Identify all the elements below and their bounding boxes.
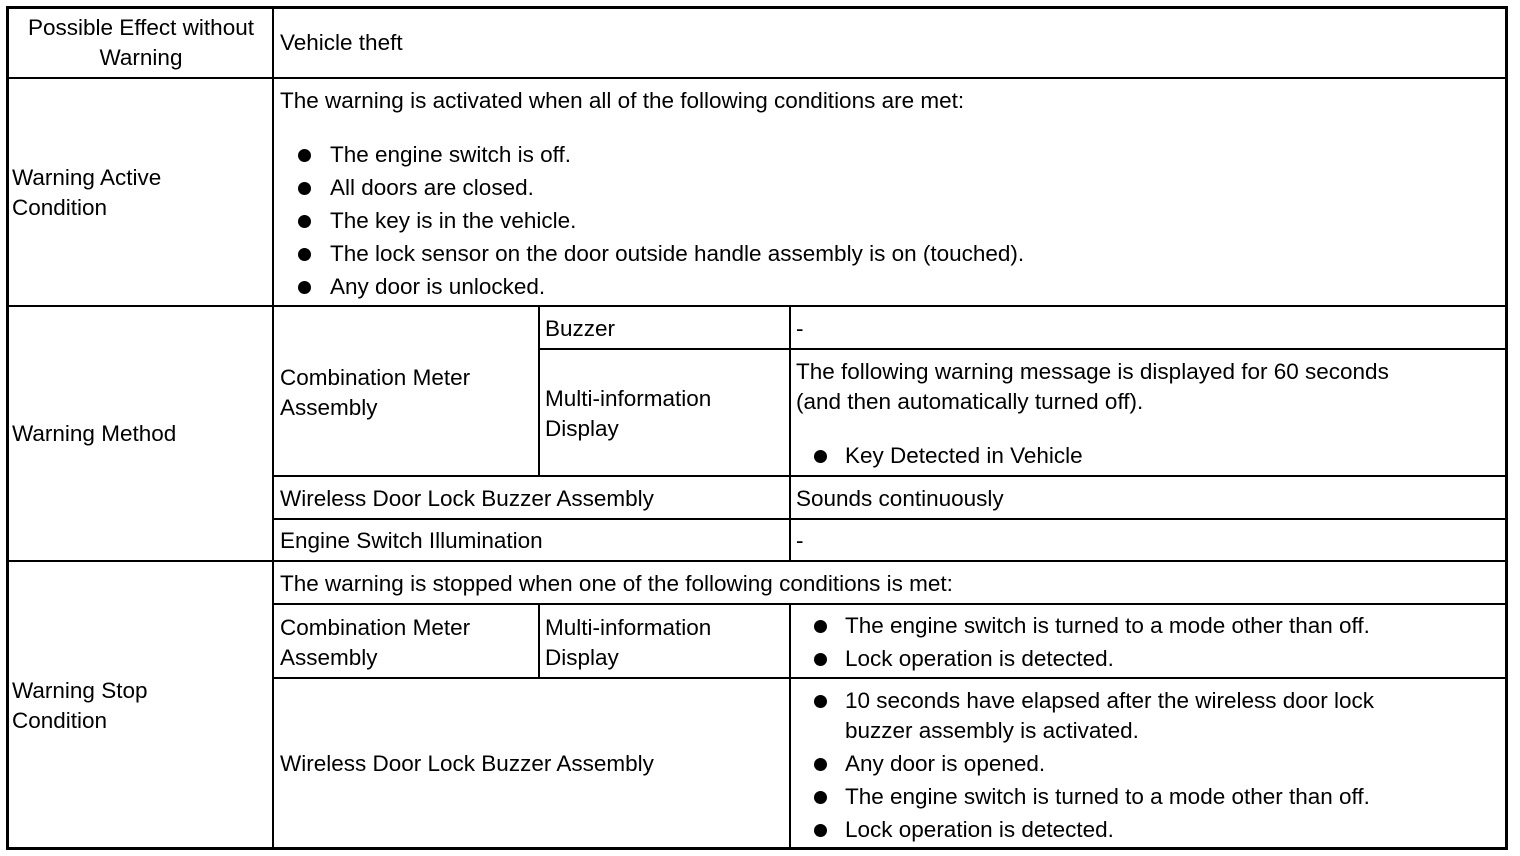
mid-label: Multi-information: [545, 386, 712, 411]
list-item: buzzer assembly is activated.: [845, 718, 1139, 743]
wireless-value: Sounds continuously: [796, 486, 1004, 511]
list-item: The key is in the vehicle.: [330, 208, 577, 233]
col-divider: [538, 604, 540, 678]
row-divider: [273, 518, 1506, 520]
row-divider: [539, 348, 1506, 350]
stop-label: Warning Stop: [12, 678, 148, 703]
method-label: Warning Method: [12, 421, 177, 446]
meter-label: Assembly: [280, 395, 378, 420]
mid-value: The following warning message is displayed for 60 seconds: [796, 359, 1389, 384]
list-item: Any door is opened.: [845, 751, 1046, 776]
bullet-icon: [298, 281, 311, 294]
bullet-icon: [814, 450, 827, 463]
stop-meter-label: Combination Meter: [280, 615, 471, 640]
row-divider: [8, 77, 1506, 79]
active-intro: The warning is activated when all of the following conditions are met:: [280, 88, 965, 113]
illum-value: -: [796, 528, 804, 553]
list-item: The engine switch is off.: [330, 142, 571, 167]
wireless-label: Wireless Door Lock Buzzer Assembly: [280, 486, 654, 511]
col-divider: [538, 306, 540, 476]
col-divider: [789, 604, 791, 848]
list-item: The engine switch is turned to a mode other than off.: [845, 784, 1370, 809]
row-divider: [273, 677, 1506, 679]
bullet-icon: [298, 248, 311, 261]
list-item: 10 seconds have elapsed after the wireless door lock: [845, 688, 1375, 713]
mid-message: Key Detected in Vehicle: [845, 443, 1083, 468]
list-item: The lock sensor on the door outside handle assembly is on (touched).: [330, 241, 1025, 266]
list-item: Lock operation is detected.: [845, 646, 1114, 671]
col-divider: [789, 306, 791, 561]
meter-label: Combination Meter: [280, 365, 471, 390]
row-divider: [273, 475, 1506, 477]
stop-mid-label: Multi-information: [545, 615, 712, 640]
bullet-icon: [814, 695, 827, 708]
bullet-icon: [814, 824, 827, 837]
stop-meter-label: Assembly: [280, 645, 378, 670]
bullet-icon: [814, 758, 827, 771]
active-label: Warning Active: [12, 165, 162, 190]
table-border: [6, 6, 1508, 850]
stop-wireless-label: Wireless Door Lock Buzzer Assembly: [280, 751, 654, 776]
bullet-icon: [814, 653, 827, 666]
effect-value: Vehicle theft: [280, 30, 403, 55]
list-item: Lock operation is detected.: [845, 817, 1114, 842]
stop-label: Condition: [12, 708, 108, 733]
illum-label: Engine Switch Illumination: [280, 528, 543, 553]
bullet-icon: [814, 791, 827, 804]
list-item: All doors are closed.: [330, 175, 534, 200]
stop-intro: The warning is stopped when one of the following conditions is met:: [280, 571, 953, 596]
buzzer-label: Buzzer: [545, 316, 616, 341]
list-item: Any door is unlocked.: [330, 274, 546, 299]
row-divider: [8, 560, 1506, 562]
mid-label: Display: [545, 416, 619, 441]
row-divider: [273, 603, 1506, 605]
list-item: The engine switch is turned to a mode other than off.: [845, 613, 1370, 638]
col-divider: [272, 8, 274, 848]
bullet-icon: [298, 149, 311, 162]
bullet-icon: [814, 620, 827, 633]
effect-label: Warning: [99, 45, 183, 70]
mid-value: (and then automatically turned off).: [796, 389, 1144, 414]
stop-mid-label: Display: [545, 645, 619, 670]
active-label: Condition: [12, 195, 108, 220]
buzzer-value: -: [796, 316, 804, 341]
bullet-icon: [298, 215, 311, 228]
row-divider: [8, 305, 1506, 307]
bullet-icon: [298, 182, 311, 195]
effect-label: Possible Effect without: [28, 15, 254, 40]
